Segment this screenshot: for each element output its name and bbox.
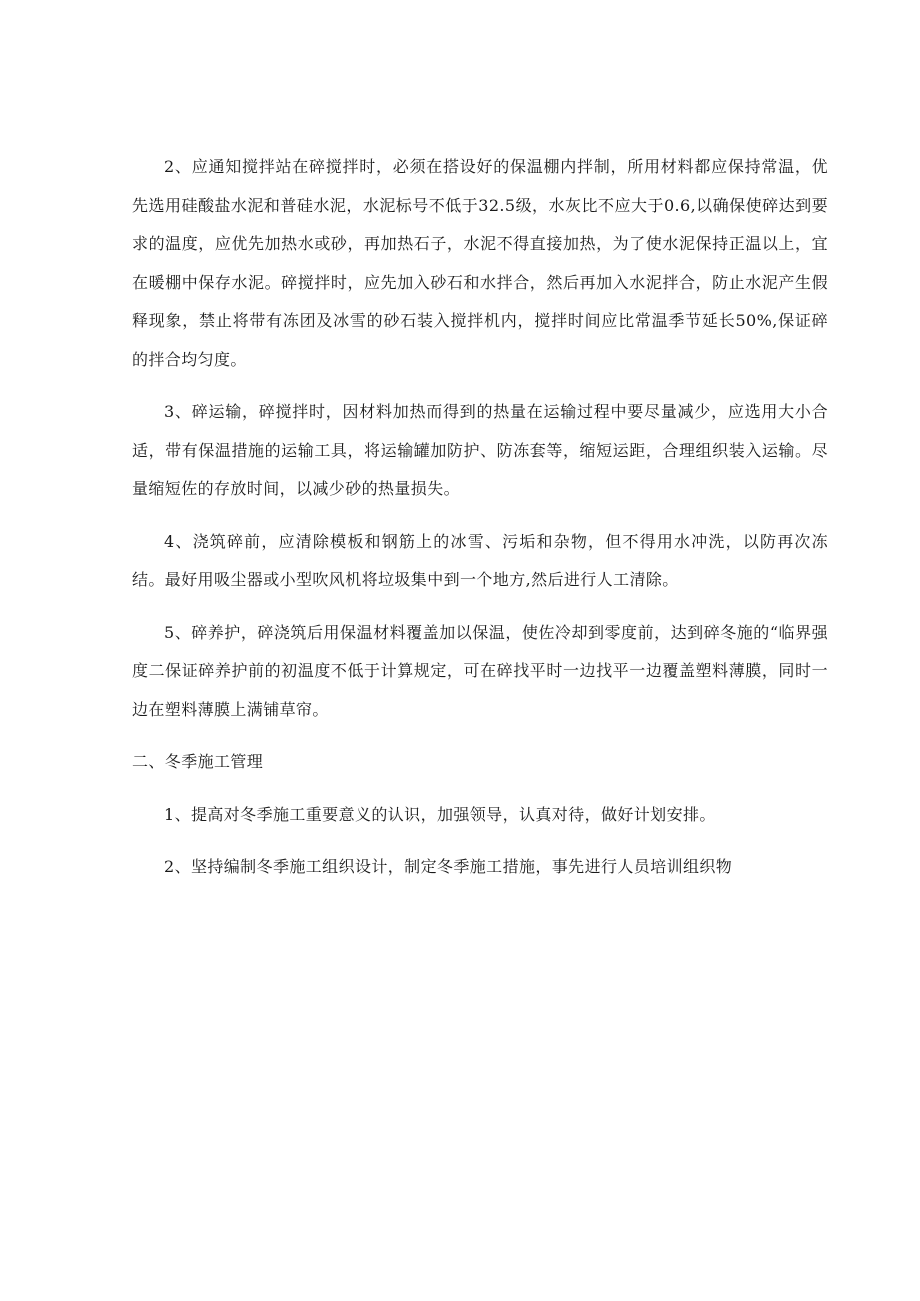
- paragraph-management-2: 2、坚持编制冬季施工组织设计，制定冬季施工措施，事先进行人员培训组织物: [164, 857, 733, 876]
- paragraph-transport: 3、碎运输，碎搅拌时，因材料加热而得到的热量在运输过程中要尽量减少，应选用大小合适，带有保温措施的运输工具，将运输罐加防护、防冻套等，缩短运距，合理组织装入运输。尽量缩短佐的存放时间，以减少砂的热量损失。: [132, 402, 828, 498]
- section-heading: 二、冬季施工管理: [132, 752, 264, 771]
- paragraph-mixing: 2、应通知搅拌站在碎搅拌时，必须在搭设好的保温棚内拌制，所用材料都应保持常温，优先选用硅酸盐水泥和普硅水泥，水泥标号不低于32.5级，水灰比不应大于0.6,以确保使碎达到要求的温度，应优先加热水或砂，再加热石子，水泥不得直接加热，为了使水泥保持正温以上，宜在暖棚中保存水泥。碎搅拌时，应先加入砂石和水拌合，然后再加入水泥拌合，防止水泥产生假释现象，禁止将带有冻团及冰雪的砂石装入搅拌机内，搅拌时间应比常温季节延长50%,保证碎的拌合均匀度。: [132, 157, 828, 369]
- paragraph-curing: 5、碎养护，碎浇筑后用保温材料覆盖加以保温，使佐冷却到零度前，达到碎冬施的“临界强度二保证碎养护前的初温度不低于计算规定，可在碎找平时一边找平一边覆盖塑料薄膜，同时一边在塑料薄膜上满铺草帘。: [132, 622, 828, 719]
- paragraph-management-1: 1、提高对冬季施工重要意义的认识，加强领导，认真对待，做好计划安排。: [164, 804, 716, 824]
- paragraph-pouring: 4、浇筑碎前，应清除模板和钢筋上的冰雪、污垢和杂物，但不得用水冲洗，以防再次冻结。最好用吸尘器或小型吹风机将垃圾集中到一个地方,然后进行人工清除。: [132, 531, 828, 589]
- document-page: [132, 148, 828, 901]
